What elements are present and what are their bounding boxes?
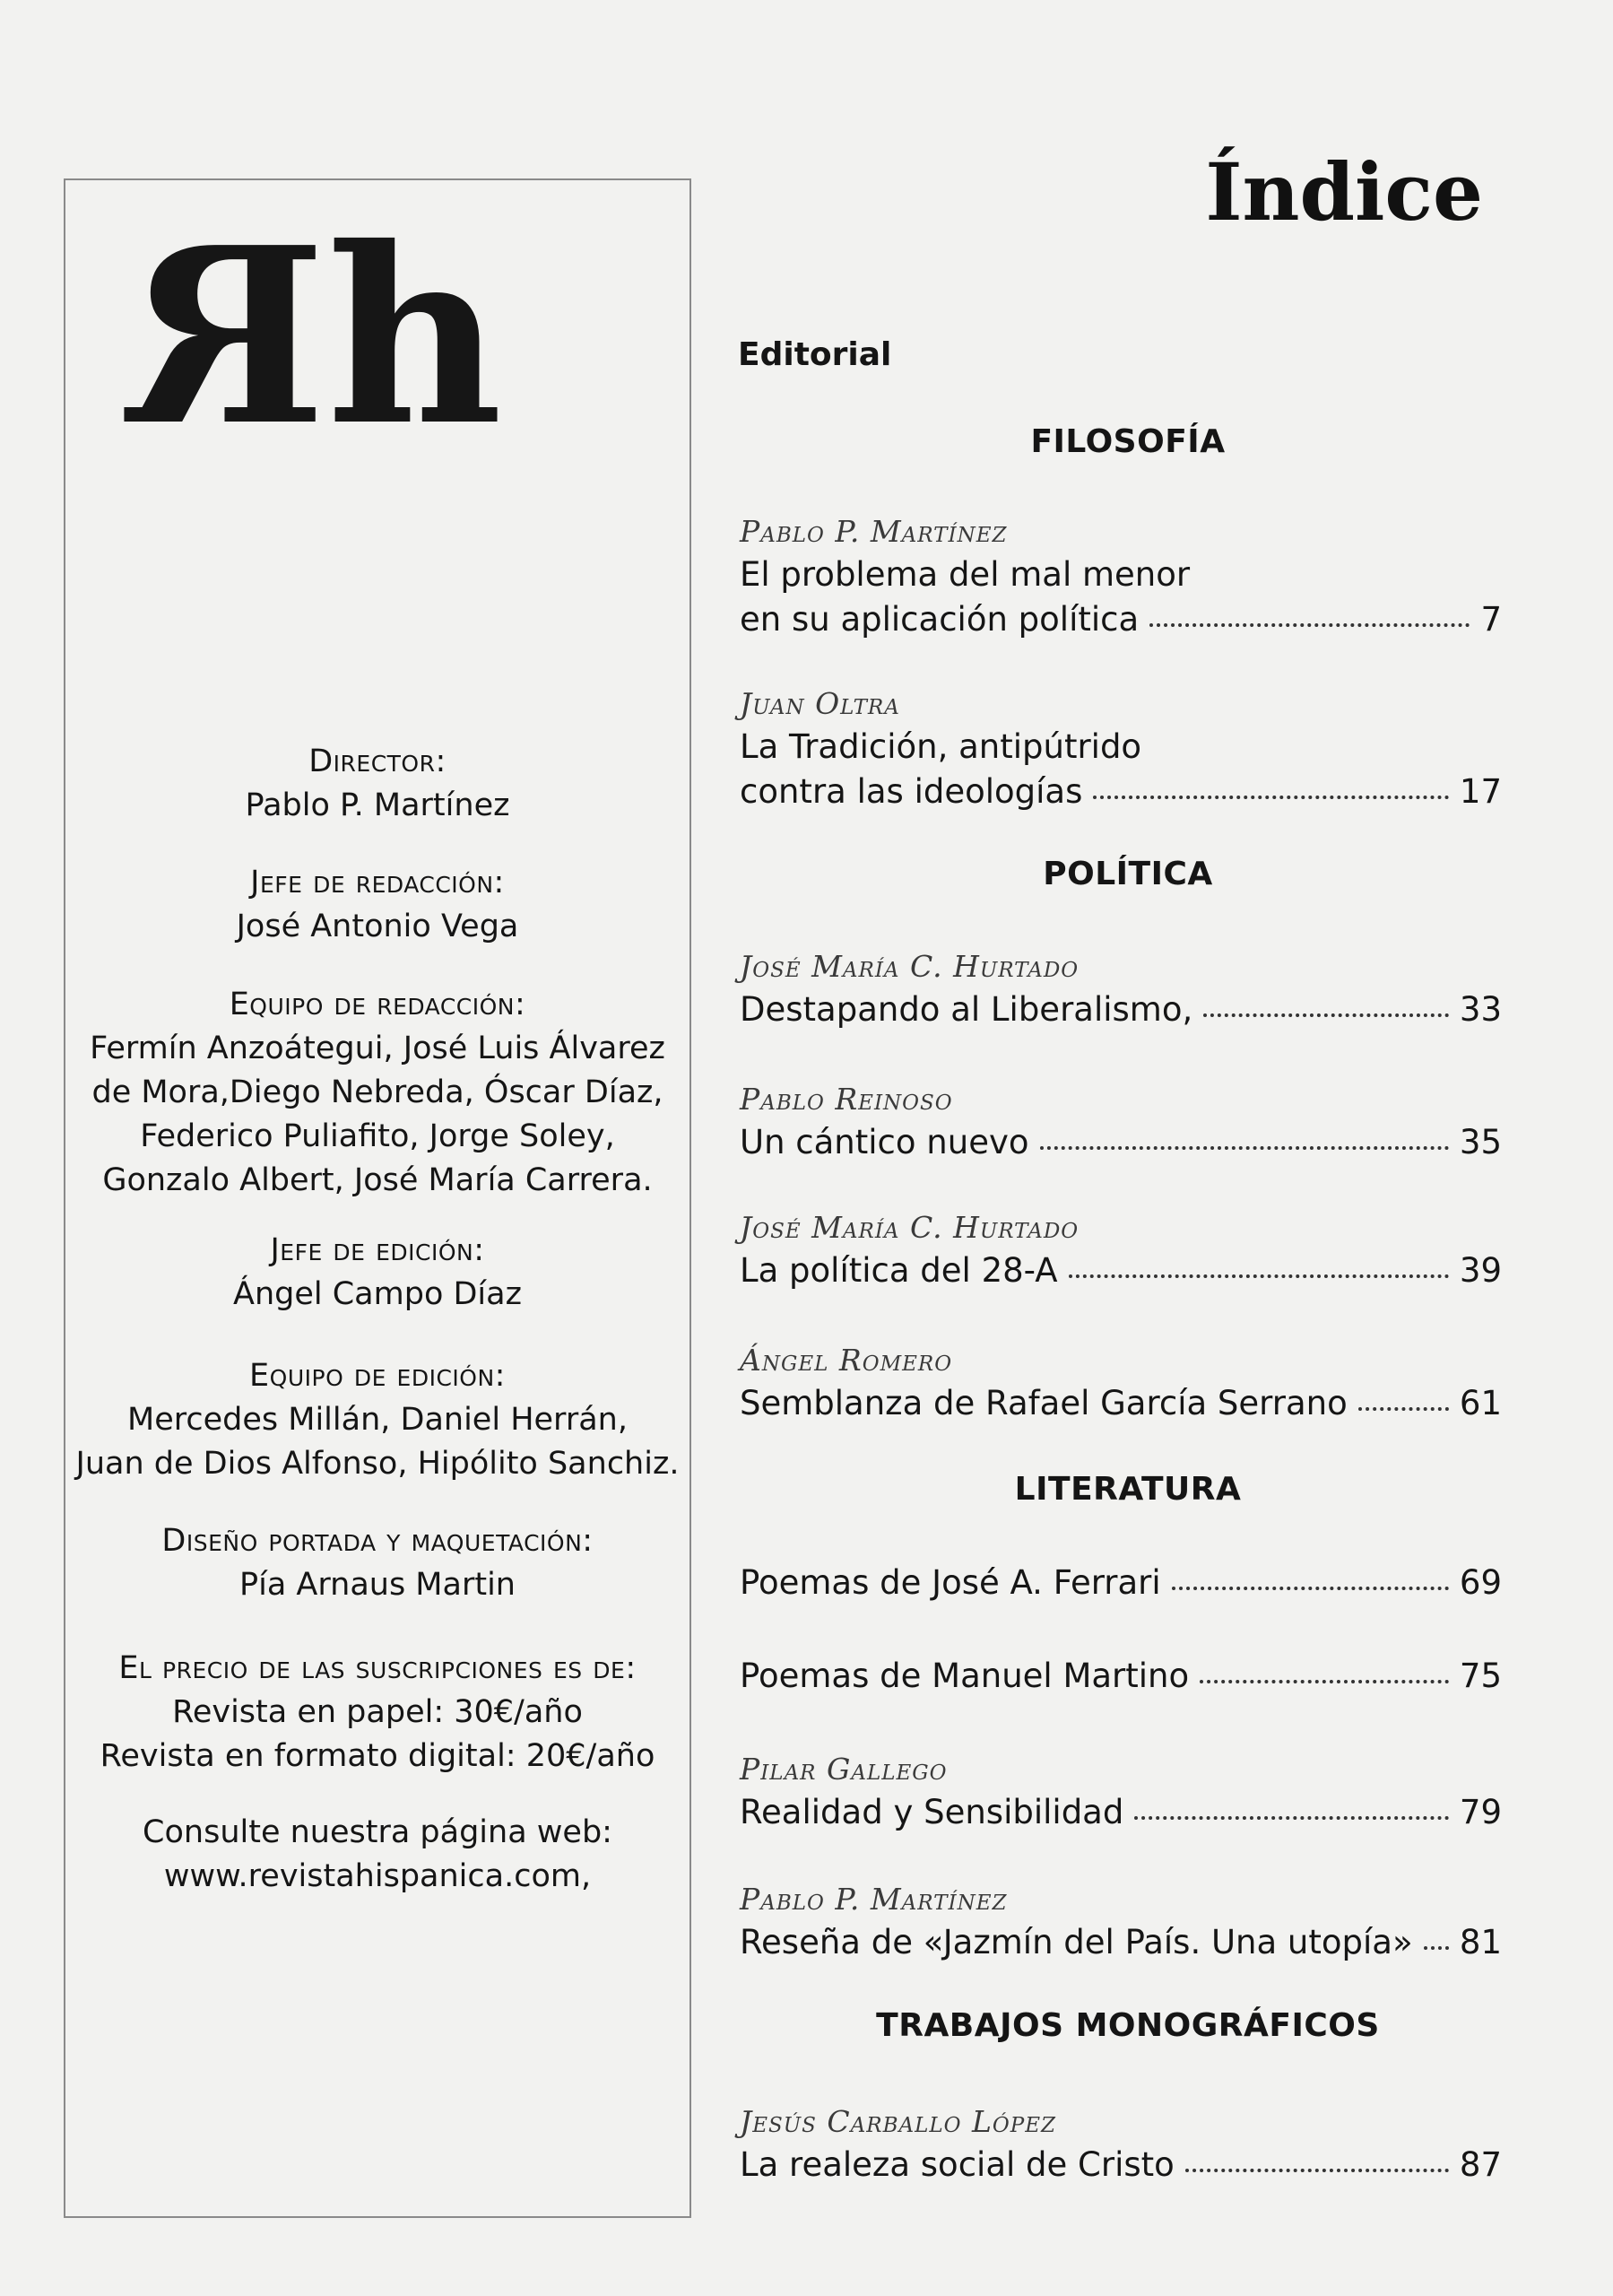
- entry-title-row: [740, 1790, 1502, 1835]
- credit-line: Fermín Anzoátegui, José Luis Álvarez: [90, 1031, 665, 1066]
- entry-page-number: 17: [1459, 772, 1502, 811]
- toc-entry: [740, 1079, 1502, 1165]
- entry-page-number: 35: [1459, 1123, 1502, 1161]
- credit-director: [64, 740, 691, 828]
- credit-line: Juan de Dios Alfonso, Hipólito Sanchiz.: [75, 1446, 680, 1482]
- logo-letter-r: R: [175, 194, 327, 479]
- entry-title-row: [740, 1654, 1502, 1699]
- toc-entry: [740, 1340, 1502, 1426]
- entry-title-line: La política del 28-A: [740, 1251, 1058, 1290]
- entry-title-line: Un cántico nuevo: [740, 1123, 1029, 1161]
- entry-page-number: 33: [1459, 990, 1502, 1029]
- credit-line: Mercedes Millán, Daniel Herrán,: [127, 1402, 628, 1438]
- section-heading-filosofia: FILOSOFÍA: [1030, 423, 1226, 460]
- credit-line: Revista en papel: 30€/año: [172, 1694, 583, 1730]
- dot-leader: [1424, 1946, 1449, 1950]
- entry-title-line: Poemas de Manuel Martino: [740, 1657, 1190, 1695]
- credit-equipo-edicion: [64, 1354, 691, 1486]
- entry-title-row: [740, 1248, 1502, 1293]
- dot-leader: [1134, 1816, 1449, 1820]
- credit-line: Consulte nuestra página web:: [143, 1814, 612, 1850]
- credit-diseno: [64, 1519, 691, 1607]
- toc-entry: [740, 2101, 1502, 2187]
- entry-title-line: Realidad y Sensibilidad: [740, 1793, 1124, 1831]
- credit-role: El precio de las suscripciones es de:: [118, 1650, 637, 1686]
- section-heading-politica: POLÍTICA: [1043, 856, 1213, 892]
- dot-leader: [1093, 796, 1449, 799]
- entry-author: Pilar Gallego: [740, 1752, 948, 1787]
- entry-page-number: 81: [1459, 1923, 1502, 1961]
- credit-jefe-redaccion: [64, 861, 691, 949]
- entry-author: Pablo P. Martínez: [740, 514, 1008, 549]
- entry-page-number: 39: [1459, 1251, 1502, 1290]
- entry-title-row: [740, 1561, 1502, 1605]
- entry-title-line: La realeza social de Cristo: [740, 2145, 1175, 2184]
- toc-entry: [740, 1749, 1502, 1835]
- entry-author: José María C. Hurtado: [740, 1210, 1080, 1245]
- dot-leader: [1185, 2169, 1449, 2172]
- entry-title-row: [740, 1920, 1502, 1965]
- dot-leader: [1172, 1587, 1449, 1590]
- credit-line: de Mora,Diego Nebreda, Óscar Díaz,: [91, 1074, 663, 1110]
- credit-role: Equipo de redacción:: [229, 987, 526, 1022]
- credit-name: Pablo P. Martínez: [245, 787, 510, 823]
- credit-role: Director:: [308, 744, 447, 779]
- entry-title-row: [740, 1381, 1502, 1426]
- dot-leader: [1149, 623, 1470, 627]
- credit-web: [64, 1811, 691, 1899]
- entry-title-line: El problema del mal menor: [740, 555, 1191, 594]
- entry-title-line: contra las ideologías: [740, 772, 1083, 811]
- page-title: Índice: [1205, 145, 1483, 239]
- entry-author: Pablo P. Martínez: [740, 1882, 1008, 1917]
- entry-title-line: Poemas de José A. Ferrari: [740, 1563, 1161, 1602]
- entry-page-number: 61: [1459, 1384, 1502, 1422]
- credit-jefe-edicion: [64, 1229, 691, 1317]
- entry-page-number: 87: [1459, 2145, 1502, 2184]
- entry-author: Ángel Romero: [740, 1343, 953, 1378]
- dot-leader: [1203, 1013, 1449, 1017]
- entry-title-row: [740, 770, 1502, 814]
- magazine-logo: [175, 194, 454, 479]
- credit-role: Jefe de redacción:: [250, 865, 505, 900]
- toc-entry: [740, 683, 1502, 814]
- website-link: www.revistahispanica.com,: [163, 1858, 592, 1894]
- credit-name: José Antonio Vega: [236, 909, 519, 944]
- entry-title-line: Destapando al Liberalismo,: [740, 990, 1193, 1029]
- entry-title-line: Semblanza de Rafael García Serrano: [740, 1384, 1348, 1422]
- section-heading-literatura: LITERATURA: [1014, 1471, 1242, 1508]
- editorial-heading: Editorial: [738, 336, 892, 373]
- credit-precio: [64, 1647, 691, 1779]
- credit-name: Ángel Campo Díaz: [233, 1276, 522, 1312]
- credit-line: Federico Puliafito, Jorge Soley,: [140, 1118, 615, 1154]
- toc-entry: [740, 1654, 1502, 1699]
- entry-author: José María C. Hurtado: [740, 949, 1080, 984]
- toc-entry: [740, 1561, 1502, 1605]
- entry-page-number: 79: [1459, 1793, 1502, 1831]
- toc-entry: [740, 1879, 1502, 1965]
- entry-page-number: 69: [1459, 1563, 1502, 1602]
- credit-line: Revista en formato digital: 20€/año: [100, 1738, 655, 1774]
- dot-leader: [1358, 1407, 1449, 1411]
- credit-name: Pía Arnaus Martin: [239, 1567, 516, 1603]
- entry-title-row: [740, 597, 1502, 642]
- entry-author: Pablo Reinoso: [740, 1082, 953, 1117]
- credit-role: Diseño portada y maquetación:: [161, 1523, 594, 1559]
- dot-leader: [1040, 1146, 1449, 1150]
- section-heading-monograficos: TRABAJOS MONOGRÁFICOS: [876, 2007, 1380, 2044]
- entry-author: Juan Oltra: [740, 686, 900, 721]
- entry-title-line: Reseña de «Jazmín del País. Una utopía»: [740, 1923, 1413, 1961]
- dot-leader: [1200, 1680, 1449, 1683]
- toc-entry: [740, 946, 1502, 1032]
- credit-line: Gonzalo Albert, José María Carrera.: [102, 1162, 653, 1198]
- entry-title-line: en su aplicación política: [740, 600, 1140, 639]
- entry-title-line: La Tradición, antipútrido: [740, 727, 1142, 766]
- entry-title-row: [740, 987, 1502, 1032]
- entry-author: Jesús Carballo López: [740, 2104, 1057, 2139]
- credit-equipo-redaccion: [64, 983, 691, 1203]
- logo-letter-h: h: [326, 194, 454, 479]
- entry-title-row: [740, 1120, 1502, 1165]
- credit-role: Equipo de edición:: [249, 1358, 506, 1394]
- dot-leader: [1069, 1274, 1449, 1278]
- entry-title-row: [740, 2143, 1502, 2187]
- toc-entry: [740, 511, 1502, 642]
- toc-entry: [740, 1207, 1502, 1293]
- entry-page-number: 75: [1459, 1657, 1502, 1695]
- entry-page-number: 7: [1480, 600, 1502, 639]
- credit-role: Jefe de edición:: [270, 1232, 485, 1268]
